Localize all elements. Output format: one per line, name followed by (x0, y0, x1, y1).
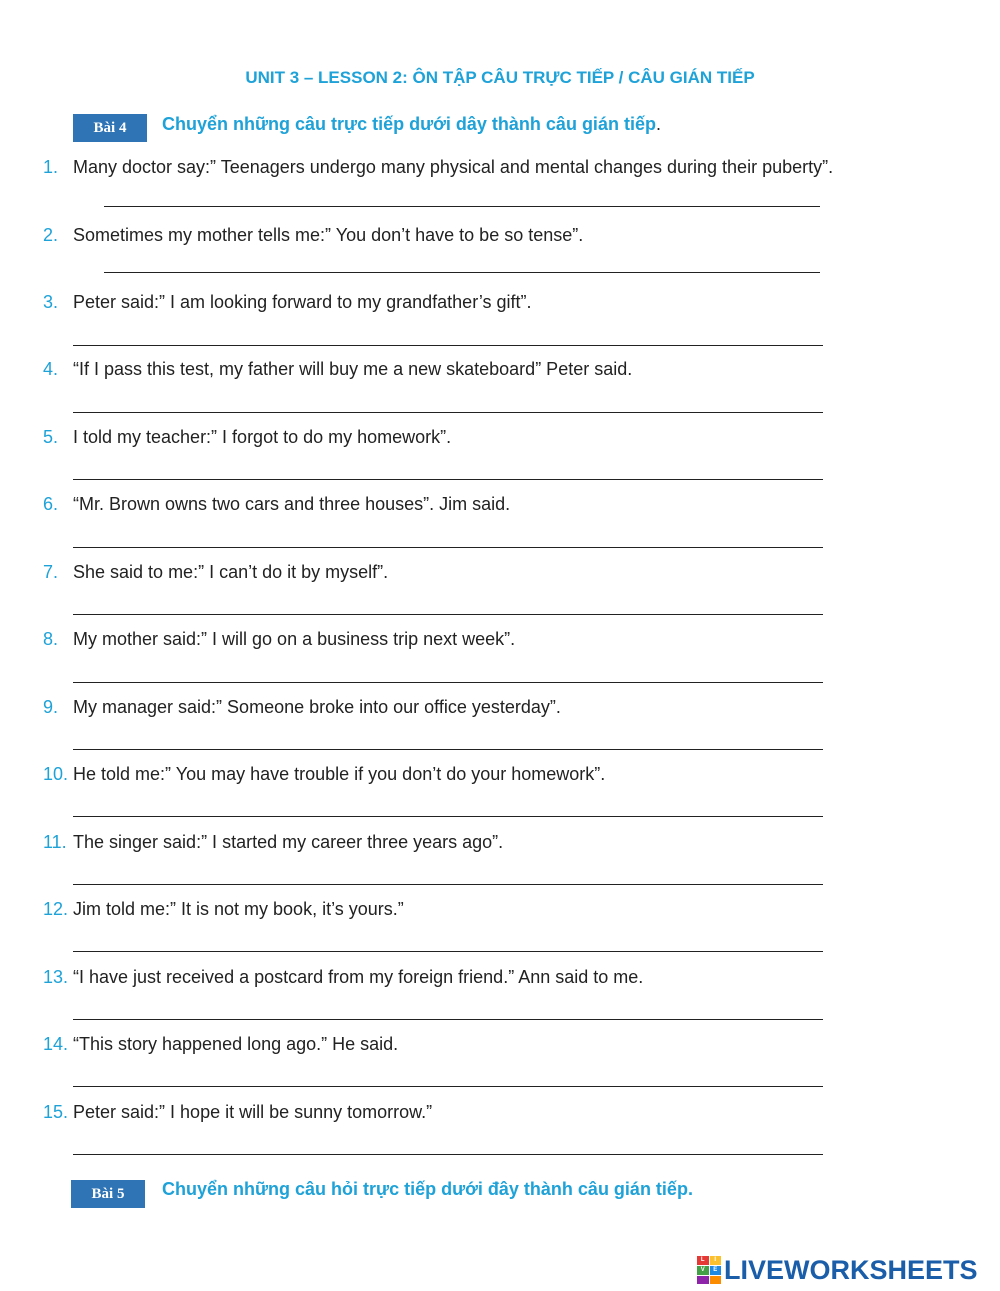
item-sentence: I told my teacher:” I forgot to do my homework”. (73, 427, 452, 447)
item-number: 9. (43, 697, 59, 717)
section-badge: Bài 5 (71, 1180, 145, 1208)
item-sentence: “This story happened long ago.” He said. (73, 1034, 399, 1054)
item-sentence: She said to me:” I can’t do it by myself”. (73, 562, 389, 582)
item-number: 5. (43, 427, 59, 447)
answer-line[interactable] (73, 951, 823, 952)
item-number: 7. (43, 562, 59, 582)
answer-line[interactable] (73, 345, 823, 346)
answer-line[interactable] (73, 412, 823, 413)
item-sentence: Sometimes my mother tells me:” You don’t have to be so tense”. (73, 225, 584, 245)
answer-line[interactable] (104, 272, 820, 273)
instruction-period: . (655, 114, 661, 134)
item-number: 13. (43, 967, 69, 987)
item-sentence: “I have just received a postcard from my foreign friend.” Ann said to me. (73, 967, 644, 987)
item-sentence: “Mr. Brown owns two cars and three houses”. Jim said. (73, 494, 511, 514)
item-sentence: Jim told me:” It is not my book, it’s yours.” (73, 899, 404, 919)
item-sentence: “If I pass this test, my father will buy me a new skateboard” Peter said. (73, 359, 633, 379)
answer-line[interactable] (73, 682, 823, 683)
item-number: 1. (43, 157, 59, 177)
item-number: 10. (43, 764, 69, 784)
item-number: 15. (43, 1102, 69, 1122)
answer-line[interactable] (73, 884, 823, 885)
item-number: 2. (43, 225, 59, 245)
item-sentence: He told me:” You may have trouble if you don’t do your homework”. (73, 764, 606, 784)
logo-square: E (710, 1266, 722, 1275)
item-sentence: Peter said:” I hope it will be sunny tomorrow.” (73, 1102, 433, 1122)
answer-line[interactable] (73, 749, 823, 750)
item-sentence: My mother said:” I will go on a business trip next week”. (73, 629, 516, 649)
answer-line[interactable] (73, 547, 823, 548)
logo-square: I (710, 1256, 722, 1265)
answer-line[interactable] (73, 1019, 823, 1020)
item-number: 8. (43, 629, 59, 649)
item-sentence: The singer said:” I started my career three years ago”. (73, 832, 504, 852)
answer-line[interactable] (73, 479, 823, 480)
section-badge: Bài 4 (73, 114, 147, 142)
logo-square: L (697, 1256, 709, 1265)
answer-line[interactable] (73, 614, 823, 615)
answer-line[interactable] (73, 816, 823, 817)
item-sentence: Peter said:” I am looking forward to my grandfather’s gift”. (73, 292, 532, 312)
page-title: UNIT 3 – LESSON 2: ÔN TẬP CÂU TRỰC TIẾP / CÂU GIÁN TIẾP (245, 68, 755, 87)
answer-line[interactable] (104, 206, 820, 207)
logo-square (697, 1276, 709, 1284)
logo-square (710, 1276, 722, 1284)
section-instruction: Chuyển những câu hỏi trực tiếp dưới đây thành câu gián tiếp. (162, 1179, 693, 1199)
section-instruction (162, 114, 661, 135)
liveworksheets-logo (697, 1255, 978, 1285)
item-number: 14. (43, 1034, 69, 1054)
item-number: 3. (43, 292, 59, 312)
answer-line[interactable] (73, 1086, 823, 1087)
logo-text: LIVEWORKSHEETS (724, 1254, 978, 1285)
item-number: 6. (43, 494, 59, 514)
logo-square: V (697, 1266, 709, 1275)
item-sentence: Many doctor say:” Teenagers undergo many physical and mental changes during their puberty”. (73, 157, 834, 177)
logo-icon (697, 1256, 721, 1284)
item-sentence: My manager said:” Someone broke into our office yesterday”. (73, 697, 561, 717)
item-number: 4. (43, 359, 59, 379)
item-number: 11. (43, 832, 67, 852)
answer-line[interactable] (73, 1154, 823, 1155)
instruction-text: Chuyển những câu trực tiếp dưới dây thành câu gián tiếp (162, 114, 656, 134)
item-number: 12. (43, 899, 69, 919)
